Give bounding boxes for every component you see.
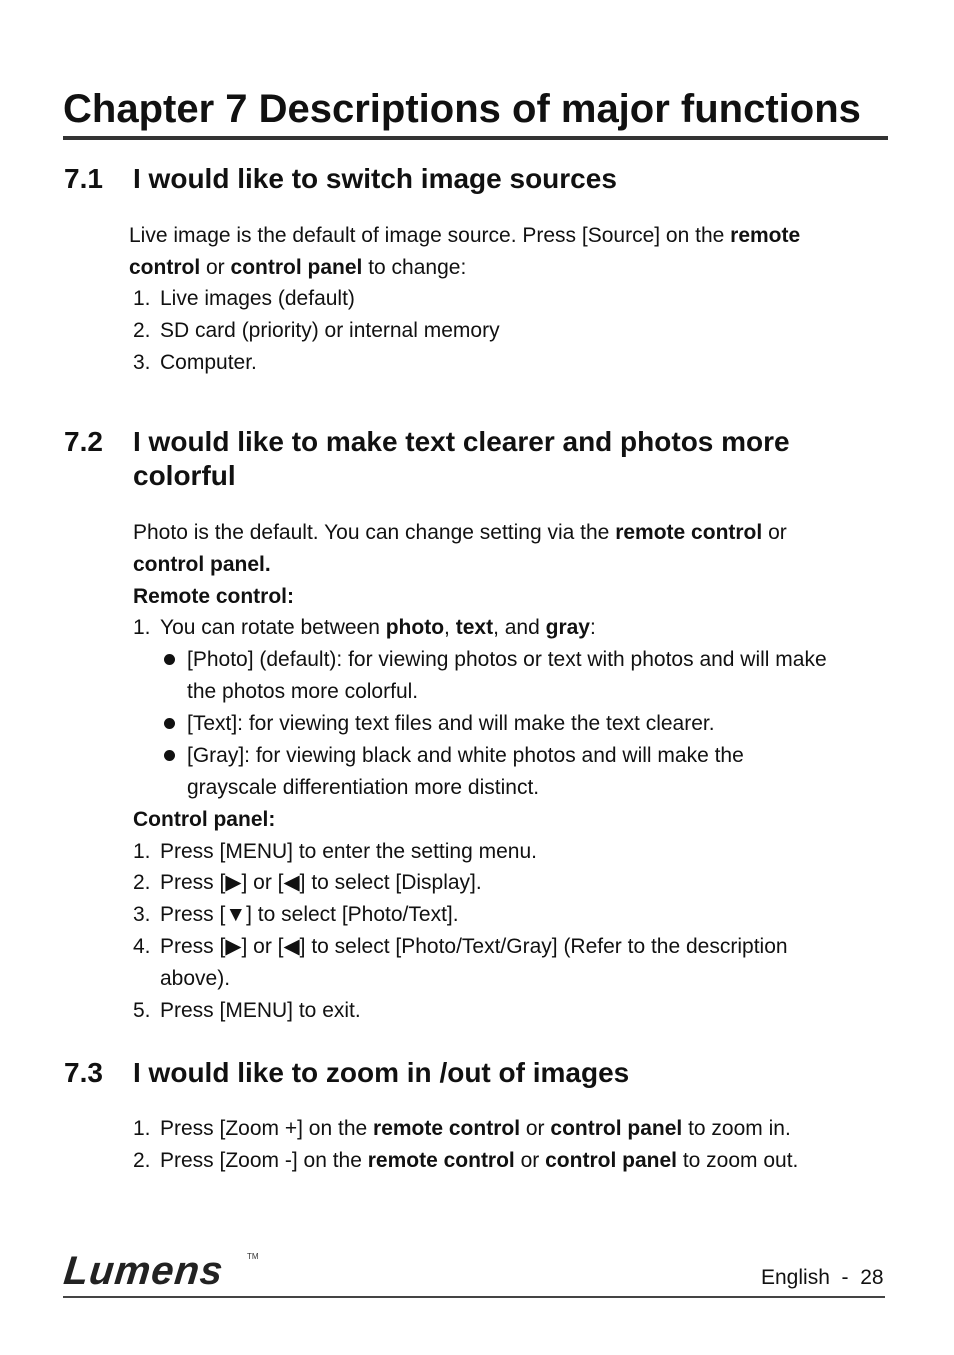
bullet-icon [164,718,175,729]
list-item: 1. You can rotate between photo, text, and gray: [133,616,596,639]
footer-divider [63,1296,885,1298]
bullet-icon [164,750,175,761]
bullet-item-photo-line2: the photos more colorful. [187,680,419,703]
list-item-continuation: above). [160,967,231,990]
section-7-1-paragraph-line1: Live image is the default of image source. Press [Source] on the remote [129,224,801,247]
remote-control-heading: Remote control: [133,585,295,608]
section-7-3-number: 7.3 [64,1057,103,1088]
list-item: 1. Live images (default) [133,287,355,310]
section-7-2-title-line2: colorful [133,460,236,491]
list-item: 5. Press [MENU] to exit. [133,999,361,1022]
bullet-item-photo-line1: [Photo] (default): for viewing photos or text with photos and will make [187,648,827,671]
page-number: English - 28 [761,1266,884,1289]
section-7-2-title-line1: I would like to make text clearer and photos more [133,426,790,457]
section-7-1-paragraph-line2: control or control panel to change: [129,256,467,279]
list-item: 3. Press [▼] to select [Photo/Text]. [133,903,459,926]
list-item: 2. SD card (priority) or internal memory [133,319,500,342]
section-7-2-number: 7.2 [64,426,103,457]
trademark-mark: TM [247,1252,259,1261]
control-panel-heading: Control panel: [133,808,276,831]
list-item: 3. Computer. [133,351,257,374]
list-item: 2. Press [Zoom -] on the remote control or control panel to zoom out. [133,1149,799,1172]
list-item: 1. Press [Zoom +] on the remote control or control panel to zoom in. [133,1117,791,1140]
list-item: 2. Press [▶] or [◀] to select [Display]. [133,871,482,894]
bullet-item-text: [Text]: for viewing text files and will make the text clearer. [187,712,715,735]
bullet-icon [164,654,175,665]
section-7-1-number: 7.1 [64,163,103,194]
section-7-2-paragraph-line2: control panel. [133,553,271,576]
lumens-logo: Lumens [61,1249,226,1293]
bullet-item-gray-line2: grayscale differentiation more distinct. [187,776,540,799]
section-7-3-title: I would like to zoom in /out of images [133,1057,630,1088]
list-item: 4. Press [▶] or [◀] to select [Photo/Text/Gray] (Refer to the description [133,935,788,958]
chapter-title: Chapter 7 Descriptions of major functions [63,87,861,131]
section-7-2-paragraph-line1: Photo is the default. You can change setting via the remote control or [133,521,787,544]
chapter-heading [63,84,888,140]
section-7-1-title: I would like to switch image sources [133,163,617,194]
list-item: 1. Press [MENU] to enter the setting menu. [133,840,537,863]
bullet-item-gray-line1: [Gray]: for viewing black and white photos and will make the [187,744,744,767]
